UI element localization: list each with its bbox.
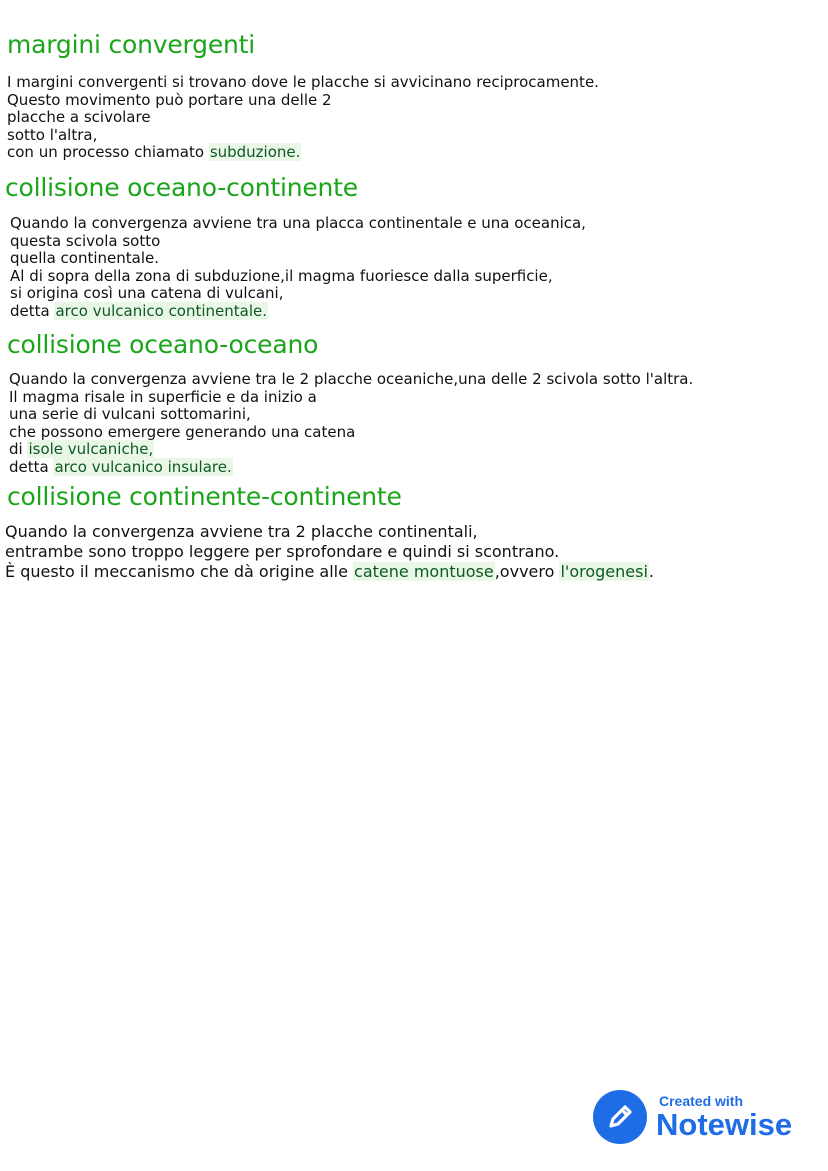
section-heading: collisione oceano-continente <box>5 173 358 202</box>
section-heading: margini convergenti <box>7 30 256 59</box>
section-margini-convergenti <box>7 30 599 162</box>
section-heading: collisione continente-continente <box>7 482 402 511</box>
logo-caption: Created with <box>659 1093 744 1109</box>
highlighted-term: catene montuose <box>354 562 494 581</box>
text-line: con un processo chiamato subduzione. <box>7 143 301 161</box>
text-line: si origina così una catena di vulcani, <box>10 284 284 302</box>
section-body <box>10 215 586 320</box>
text-line: questa scivola sotto <box>10 231 161 250</box>
section-collisione-oceano-oceano <box>7 330 694 476</box>
text-line: Questo movimento può portare una delle 2 <box>7 90 332 109</box>
highlighted-term: arco vulcanico continentale. <box>55 301 268 320</box>
highlighted-term: arco vulcanico insulare. <box>54 457 232 476</box>
pencil-icon <box>593 1090 647 1144</box>
notewise-logo <box>593 1090 792 1144</box>
highlighted-term: isole vulcaniche, <box>28 440 154 458</box>
text-line: Al di sopra della zona di subduzione,il magma fuoriesce dalla superficie, <box>10 266 553 285</box>
text-line: che possono emergere generando una catena <box>9 422 356 441</box>
text-line: quella continentale. <box>10 249 160 267</box>
text-line: detta arco vulcanico continentale. <box>10 301 268 320</box>
text-line: una serie di vulcani sottomarini, <box>9 405 251 423</box>
text-line: Quando la convergenza avviene tra le 2 placche oceaniche,una delle 2 scivola sotto l'altra. <box>9 370 694 388</box>
text-line: entrambe sono troppo leggere per sprofondare e quindi si scontrano. <box>5 542 560 561</box>
text-line: detta arco vulcanico insulare. <box>9 457 232 476</box>
section-collisione-oceano-continente <box>5 173 586 320</box>
text-line: Quando la convergenza avviene tra 2 placche continentali, <box>5 522 478 541</box>
text-line: Quando la convergenza avviene tra una placca continentale e una oceanica, <box>10 214 586 232</box>
text-line: sotto l'altra, <box>7 125 98 144</box>
text-line: I margini convergenti si trovano dove le placche si avvicinano reciprocamente. <box>7 73 599 91</box>
section-body <box>7 74 599 162</box>
logo-wordmark: Notewise <box>656 1107 793 1142</box>
text-line: Il magma risale in superficie e da inizio a <box>9 387 317 406</box>
section-collisione-continente-continente <box>7 482 656 582</box>
highlighted-term: l'orogenesi <box>560 562 648 581</box>
section-body <box>5 522 654 582</box>
section-body <box>9 371 693 476</box>
highlighted-term: subduzione. <box>209 143 301 161</box>
text-line: È questo il meccanismo che dà origine alle catene montuose,ovvero l'orogenesi. <box>5 562 654 581</box>
text-line: di isole vulcaniche, <box>9 440 154 458</box>
text-line: placche a scivolare <box>7 108 151 126</box>
section-heading: collisione oceano-oceano <box>7 330 319 359</box>
